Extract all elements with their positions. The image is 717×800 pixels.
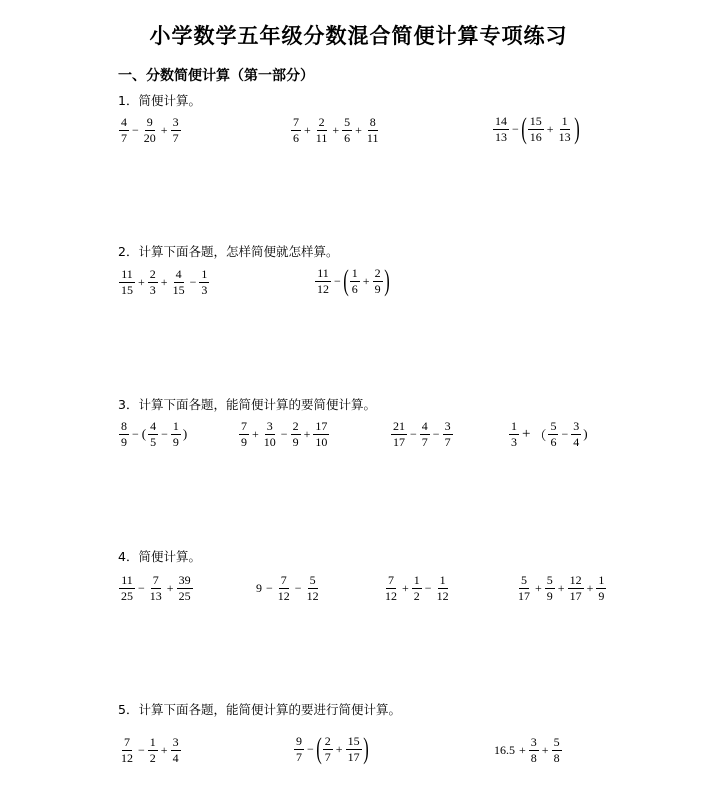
minus-sign: −	[307, 741, 314, 756]
minus-sign: −	[410, 426, 417, 441]
fraction: $\frac{3}{8}$	[530, 735, 537, 765]
left-paren: （	[533, 427, 547, 443]
page-title: 小学数学五年级分数混合简便计算专项练习	[149, 24, 568, 48]
minus-sign: −	[512, 121, 519, 136]
expression-4a	[118, 574, 194, 602]
fraction: $\frac{1}{9}$	[172, 419, 179, 449]
left-paren: (	[343, 264, 349, 297]
plus-sign: +	[303, 426, 311, 441]
fraction: $\frac{15}{16}$	[529, 113, 542, 144]
fraction: $\frac{1}{12}$	[436, 573, 449, 603]
fraction: $\frac{3}{4}$	[172, 735, 179, 765]
fraction: $\frac{11}{12}$	[317, 265, 329, 296]
fraction: $\frac{7}{6}$	[293, 115, 299, 145]
right-paren: )	[583, 426, 588, 442]
expression-4b	[254, 574, 322, 602]
fraction: $\frac{9}{20}$	[143, 115, 156, 145]
left-paren: (	[316, 732, 322, 765]
fraction: $\frac{4}{7}$	[421, 419, 428, 449]
section-heading: 一、分数简便计算（第一部分）	[118, 68, 314, 84]
minus-sign: −	[266, 580, 273, 595]
fraction: $\frac{1}{9}$	[598, 573, 605, 603]
fraction: $\frac{1}{2}$	[413, 573, 420, 603]
fraction: $\frac{1}{3}$	[201, 267, 208, 297]
minus-sign: −	[161, 426, 168, 441]
plus-sign: +	[586, 580, 594, 595]
plus-sign: +	[519, 742, 526, 757]
fraction: $\frac{7}{13}$	[149, 573, 162, 603]
left-paren: (	[521, 112, 527, 145]
fraction: $\frac{12}{17}$	[569, 573, 582, 603]
plus-sign: +	[557, 580, 565, 595]
plus-sign: +	[304, 122, 311, 137]
fraction: $\frac{39}{25}$	[178, 573, 191, 603]
fraction: $\frac{4}{15}$	[172, 267, 185, 297]
fraction: $\frac{4}{7}$	[121, 115, 127, 145]
fraction: $\frac{7}{12}$	[385, 573, 397, 603]
expression-5c	[492, 736, 563, 764]
expression-1c	[492, 114, 580, 144]
plus-sign: +	[535, 580, 542, 595]
fraction: $\frac{8}{9}$	[121, 419, 127, 449]
expression-2b	[314, 266, 390, 296]
expression-3a	[118, 420, 188, 448]
fraction: $\frac{5}{12}$	[306, 573, 319, 603]
fraction: $\frac{11}{25}$	[121, 573, 133, 603]
fraction: $\frac{2}{9}$	[374, 265, 381, 296]
fraction: $\frac{5}{8}$	[553, 735, 560, 765]
fraction: $\frac{14}{13}$	[495, 113, 507, 144]
minus-sign: −	[424, 580, 432, 595]
plus-sign: +	[355, 122, 362, 137]
fraction: $\frac{1}{2}$	[149, 735, 156, 765]
plus-sign: +	[335, 741, 343, 756]
plus-sign: +	[402, 580, 409, 595]
right-paren: )	[182, 426, 188, 442]
fraction: $\frac{5}{6}$	[550, 419, 557, 449]
fraction: $\frac{5}{17}$	[518, 573, 530, 603]
plus-sign: +	[160, 122, 168, 137]
expression-1b	[290, 116, 381, 144]
question-title-4: 4．简便计算。	[118, 549, 201, 564]
whole-number: 9	[256, 580, 262, 595]
minus-sign: −	[138, 742, 145, 757]
question-title-3: 3．计算下面各题，能简便计算的要简便计算。	[118, 397, 376, 412]
expression-4d	[515, 574, 607, 602]
question-title-2: 2．计算下面各题，怎样简便就怎样算。	[118, 244, 339, 259]
fraction: $\frac{11}{15}$	[121, 267, 133, 297]
plus-sign: +	[522, 425, 531, 442]
plus-sign: +	[160, 274, 168, 289]
fraction: $\frac{9}{7}$	[296, 733, 302, 764]
fraction: $\frac{3}{10}$	[263, 419, 276, 449]
minus-sign: −	[132, 426, 139, 441]
right-paren: )	[383, 264, 390, 297]
right-paren: )	[362, 732, 369, 765]
expression-1a	[118, 116, 182, 144]
minus-sign: −	[561, 426, 569, 441]
fraction: $\frac{3}{4}$	[573, 419, 580, 449]
fraction: $\frac{1}{3}$	[511, 419, 517, 449]
expression-5a	[118, 736, 182, 764]
plus-sign: +	[166, 580, 174, 595]
expression-4c	[382, 574, 452, 602]
minus-sign: −	[294, 580, 302, 595]
minus-sign: −	[280, 426, 288, 441]
expression-5b	[293, 734, 369, 764]
fraction: $\frac{2}{3}$	[149, 267, 156, 297]
minus-sign: −	[432, 426, 440, 441]
minus-sign: −	[132, 122, 139, 137]
fraction: $\frac{5}{9}$	[546, 573, 553, 603]
fraction: $\frac{2}{7}$	[324, 733, 331, 764]
expression-3d	[508, 420, 589, 448]
expression-2a	[118, 268, 210, 296]
plus-sign: +	[541, 742, 549, 757]
expression-3c	[390, 420, 454, 448]
left-paren: (	[141, 426, 147, 442]
plus-sign: +	[362, 273, 370, 288]
question-title-5: 5．计算下面各题，能简便计算的要进行简便计算。	[118, 702, 401, 717]
plus-sign: +	[160, 742, 168, 757]
fraction: $\frac{7}{9}$	[241, 419, 247, 449]
fraction: $\frac{5}{6}$	[344, 115, 351, 145]
fraction: $\frac{1}{13}$	[558, 113, 571, 144]
plus-sign: +	[332, 122, 340, 137]
fraction: $\frac{3}{7}$	[444, 419, 451, 449]
fraction: $\frac{2}{11}$	[315, 115, 328, 145]
decimal-number: 16.5	[494, 742, 515, 757]
right-paren: )	[573, 112, 580, 145]
plus-sign: +	[138, 274, 145, 289]
minus-sign: −	[334, 273, 341, 288]
minus-sign: −	[138, 580, 145, 595]
fraction: $\frac{17}{10}$	[315, 419, 328, 449]
minus-sign: −	[189, 274, 197, 289]
fraction: $\frac{7}{12}$	[277, 573, 290, 603]
fraction: $\frac{21}{17}$	[393, 419, 405, 449]
fraction: $\frac{1}{6}$	[351, 265, 358, 296]
fraction: $\frac{2}{9}$	[292, 419, 299, 449]
plus-sign: +	[546, 121, 554, 136]
fraction: $\frac{7}{12}$	[121, 735, 133, 765]
plus-sign: +	[252, 426, 259, 441]
fraction: $\frac{8}{11}$	[366, 115, 379, 145]
expression-3b	[238, 420, 330, 448]
fraction: $\frac{15}{17}$	[347, 733, 360, 764]
fraction: $\frac{3}{7}$	[172, 115, 179, 145]
fraction: $\frac{4}{5}$	[150, 419, 157, 449]
question-title-1: 1．简便计算。	[118, 93, 201, 108]
